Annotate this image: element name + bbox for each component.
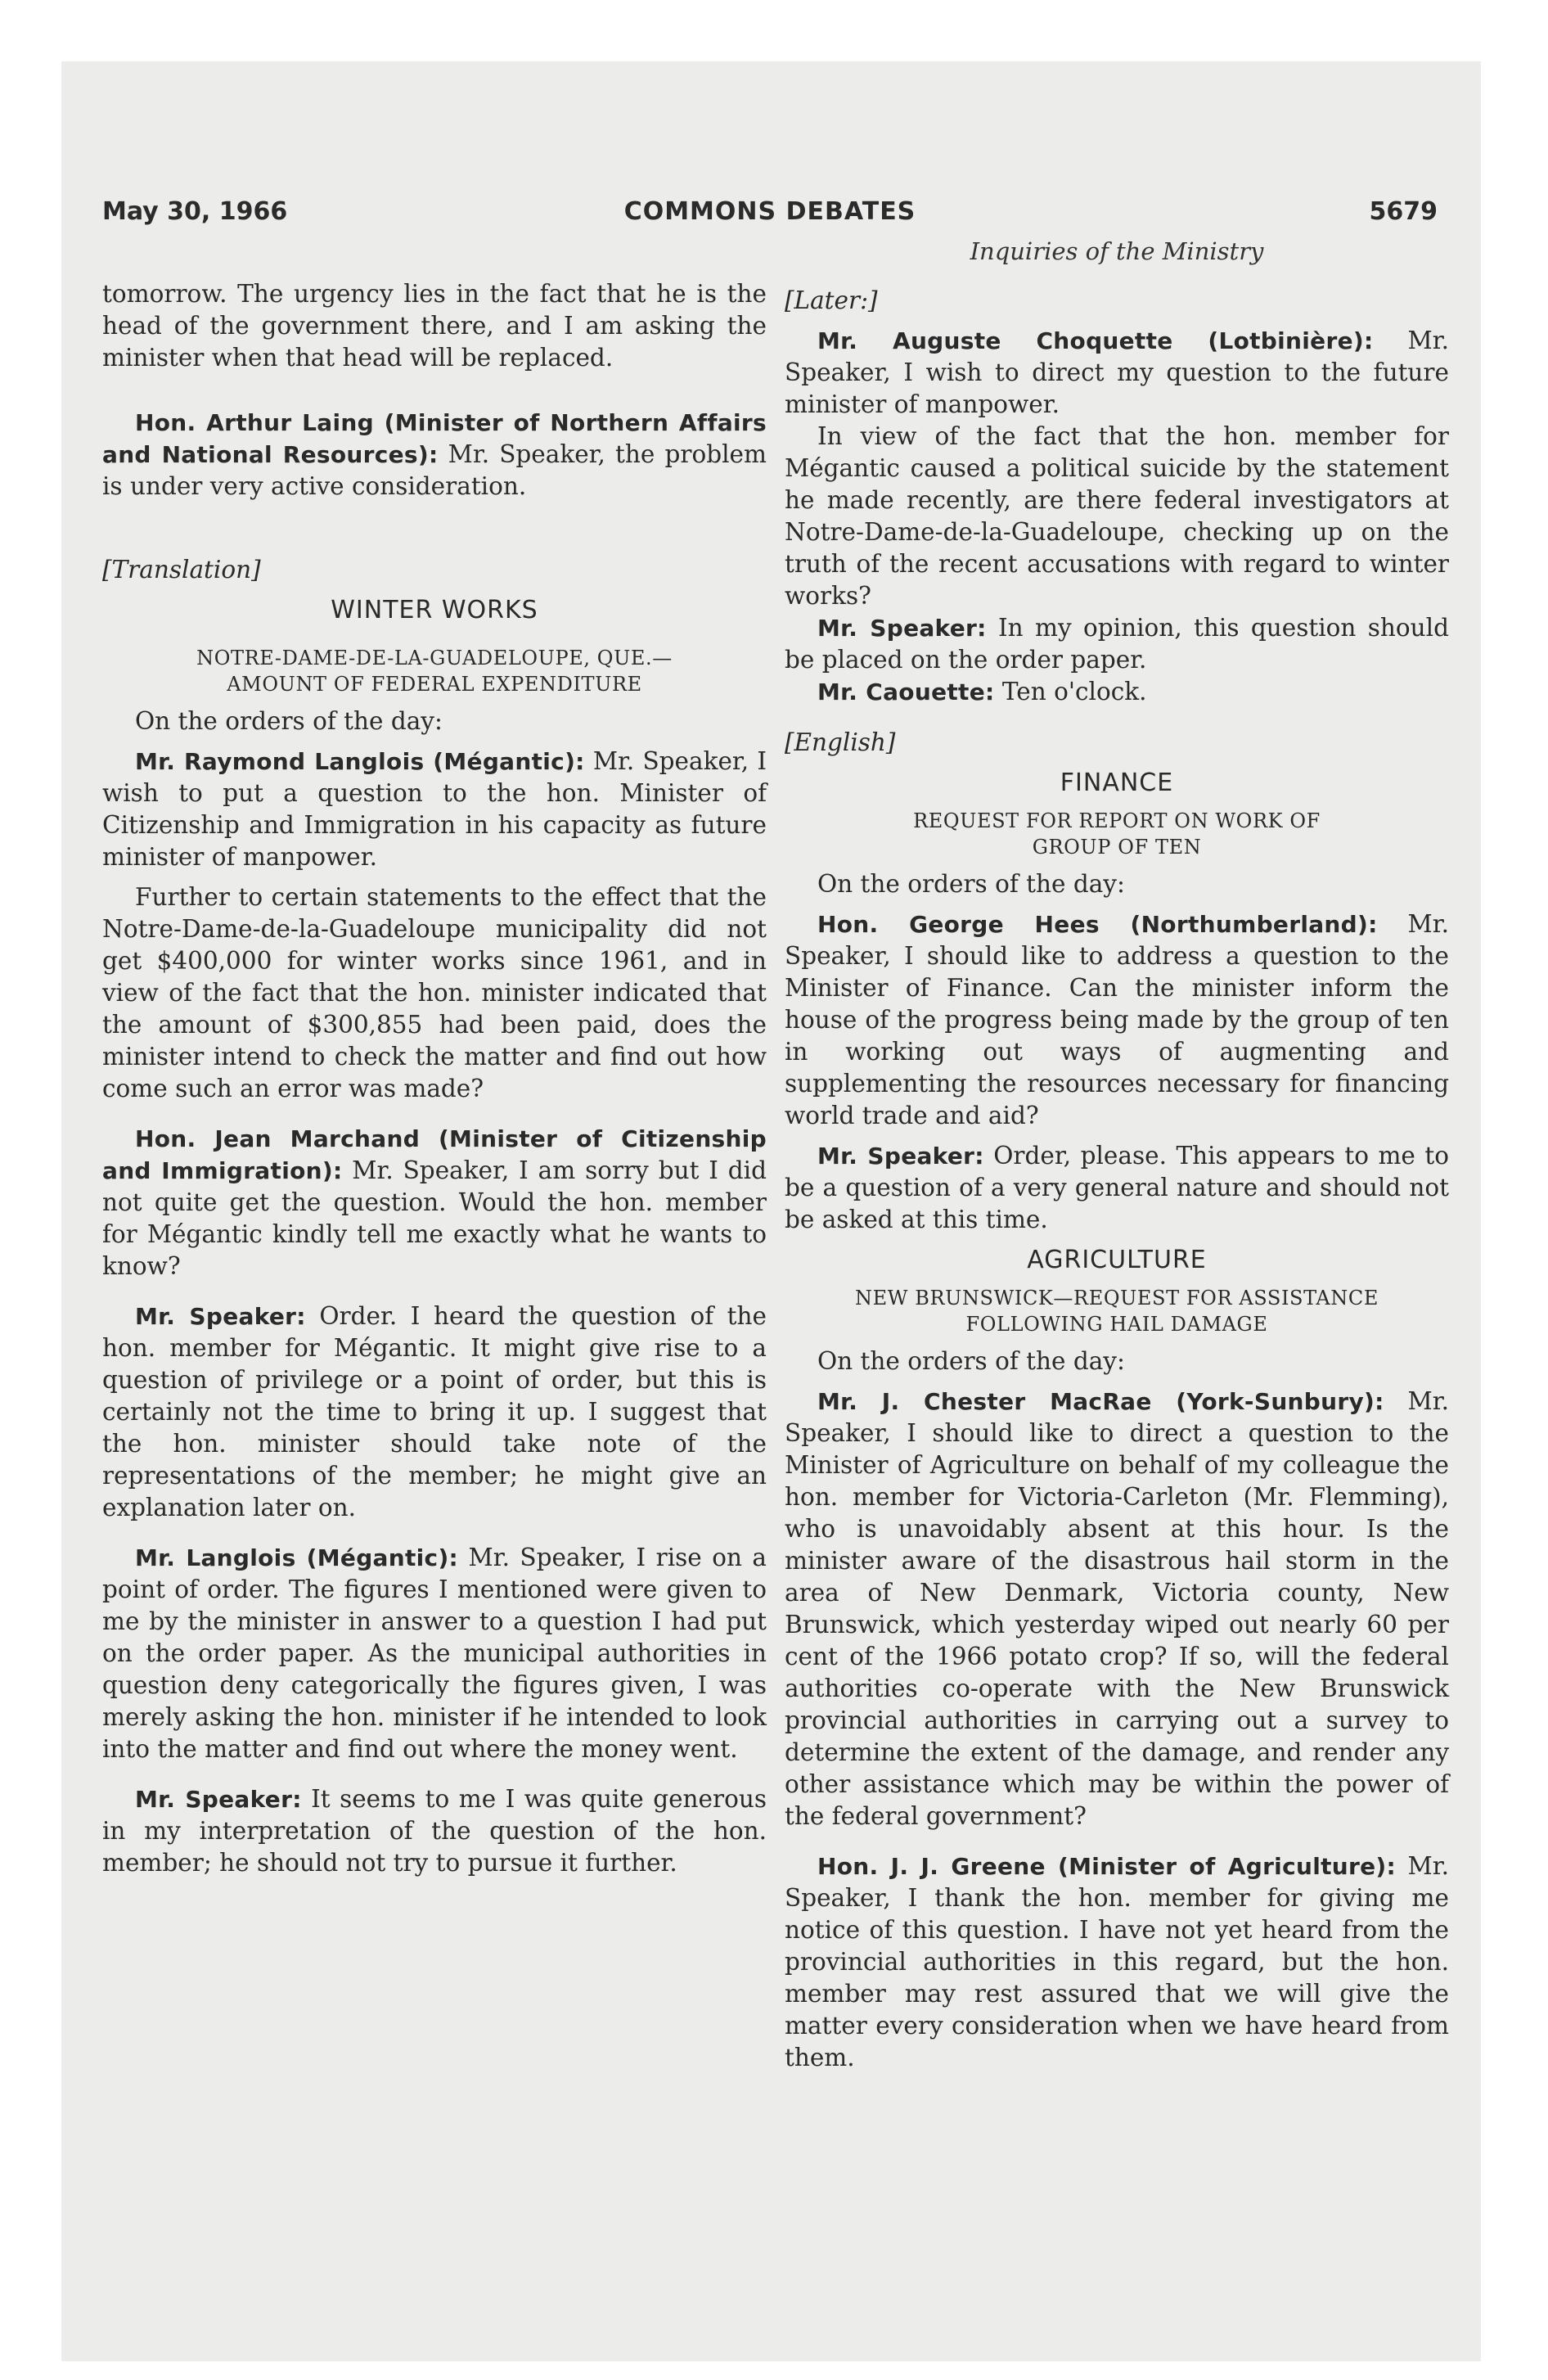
header-date: May 30, 1966 (102, 197, 288, 226)
speech (785, 1850, 1449, 2074)
speech-text: Mr. Speaker, I should like to address a question to the Minister of Finance. Can the minister inform the house of the progress being made by the group of ten in working out ways of augmenting and supplementing the resources necessary for financing world trade and aid? (785, 910, 1450, 1129)
subsection-heading-line: NEW BRUNSWICK—REQUEST FOR ASSISTANCE (855, 1287, 1379, 1309)
subsection-heading-line: NOTRE-DAME-DE-LA-GUADELOUPE, QUE.— (196, 647, 673, 669)
speaker-name: Mr. Speaker: (135, 1303, 306, 1330)
speech-text: Mr. Speaker, I thank the hon. member for giving me notice of this question. I have not yet heard from the provincial authorities in this regard, but the hon. member may rest assured that we will give the matter every consideration when we have heard from them. (785, 1852, 1449, 2071)
paragraph: In view of the fact that the hon. member for Mégantic caused a political suicide by the statement he made recently, are there federal investigators at Notre-Dame-de-la-Guadeloupe, checking up on the truth of the recent accusations with regard to winter works? (785, 422, 1449, 610)
speech (102, 1542, 767, 1765)
speech (785, 1386, 1449, 1832)
running-head: Inquiries of the Ministry (970, 237, 1264, 265)
english-marker: [English] (785, 728, 896, 756)
speech (785, 325, 1449, 421)
speech-text: Ten o'clock. (994, 678, 1147, 705)
speaker-name: Mr. Auguste Choquette (Lotbinière): (817, 327, 1374, 354)
paragraph: Further to certain statements to the effect that the Notre-Dame-de-la-Guadeloupe municipality did not get $400,000 for winter works since 1961, and in view of the fact that the hon. minister indicated that the amount of $300,855 had been paid, does the minister intend to check the matter and find out how come such an error was made? (102, 883, 767, 1102)
speech (102, 407, 767, 503)
speech (785, 612, 1449, 676)
orders-of-day: On the orders of the day: (135, 707, 443, 735)
speech (785, 676, 1449, 708)
speech-text: Mr. Speaker, I wish to put a question to the hon. Minister of Citizenship and Immigration in his capacity as future minister of manpower. (102, 747, 767, 871)
speaker-name: Hon. Jean Marchand (Minister of Citizenship and Immigration): (102, 1125, 767, 1184)
speaker-name: Mr. Speaker: (817, 1143, 984, 1170)
subsection-heading-line: GROUP OF TEN (1032, 836, 1202, 859)
speech (102, 1123, 767, 1282)
speech (102, 1300, 767, 1524)
page-header (102, 191, 1438, 233)
speech (785, 1140, 1449, 1236)
section-heading: WINTER WORKS (331, 596, 538, 624)
paragraph: tomorrow. The urgency lies in the fact that he is the head of the government there, and I am asking the minister when that head will be replaced. (102, 280, 767, 372)
speech-text: Mr. Speaker, I should like to direct a question to the Minister of Agriculture on behalf of my colleague the hon. member for Victoria-Carleton (Mr. Flemming), who is unavoidably absent at this hour. Is the minister aware of the disastrous hail storm in the area of New Denmark, Victoria county, New Brunswick, which yesterday wiped out nearly 60 per cent of the 1966 potato crop? If so, will the federal authorities co-operate with the New Brunswick provincial authorities in carrying out a survey to determine the extent of the damage, and render any other assistance which may be within the power of the federal government? (785, 1387, 1449, 1830)
speaker-name: Hon. George Hees (Northumberland): (817, 911, 1378, 938)
orders-of-day: On the orders of the day: (817, 1347, 1125, 1375)
speech-text: Order, please. This appears to me to be a question of a very general nature and should not be asked at this time. (785, 1142, 1449, 1233)
later-marker: [Later:] (785, 286, 878, 314)
speech-text: Mr. Speaker, the problem is under very active consideration. (102, 440, 767, 500)
header-title: COMMONS DEBATES (623, 197, 916, 226)
speaker-name: Mr. Speaker: (135, 1786, 302, 1813)
speaker-name: Mr. J. Chester MacRae (York-Sunbury): (817, 1388, 1384, 1415)
speaker-name: Mr. Speaker: (817, 615, 987, 642)
speech (785, 908, 1449, 1132)
subsection-heading-line: AMOUNT OF FEDERAL EXPENDITURE (227, 673, 642, 696)
speaker-name: Mr. Langlois (Mégantic): (135, 1544, 459, 1571)
speaker-name: Mr. Caouette: (817, 678, 995, 705)
orders-of-day: On the orders of the day: (817, 870, 1125, 898)
header-page-number: 5679 (1369, 197, 1438, 226)
speech-text: Mr. Speaker, I wish to direct my question to the future minister of manpower. (785, 327, 1449, 418)
speaker-name: Mr. Raymond Langlois (Mégantic): (135, 748, 585, 775)
subsection-heading-line: REQUEST FOR REPORT ON WORK OF (913, 809, 1321, 832)
speech-text: Order. I heard the question of the hon. member for Mégantic. It might give rise to a question of privilege or a point of order, but this is certainly not the time to bring it up. I suggest that the hon. minister should take note of the representations of the member; he might give an explanation later on. (102, 1302, 767, 1521)
translation-marker: [Translation] (102, 556, 261, 584)
speech-text: It seems to me I was quite generous in my interpretation of the question of the hon. member; he should not try to pursue it further. (102, 1785, 767, 1877)
subsection-heading-line: FOLLOWING HAIL DAMAGE (965, 1313, 1268, 1336)
speech-text: Mr. Speaker, I am sorry but I did not quite get the question. Would the hon. member for Mégantic kindly tell me exactly what he wants to know? (102, 1156, 767, 1280)
speaker-name: Hon. J. J. Greene (Minister of Agriculture): (817, 1853, 1397, 1880)
section-heading: FINANCE (1060, 769, 1174, 797)
speech-text: Mr. Speaker, I rise on a point of order. The figures I mentioned were given to me by the minister in answer to a question I had put on the order paper. As the municipal authorities in question deny categorically the figures given, I was merely asking the hon. minister if he intended to look into the matter and find out where the money went. (102, 1544, 767, 1763)
left-column (102, 278, 767, 1879)
right-column (785, 284, 1449, 2074)
page-sheet (61, 61, 1481, 2361)
speech-text: In my opinion, this question should be placed on the order paper. (785, 614, 1449, 674)
speaker-name: Hon. Arthur Laing (Minister of Northern Affairs and National Resources): (102, 409, 767, 468)
speech (102, 1783, 767, 1879)
section-heading: AGRICULTURE (1027, 1246, 1207, 1274)
speech (102, 746, 767, 873)
